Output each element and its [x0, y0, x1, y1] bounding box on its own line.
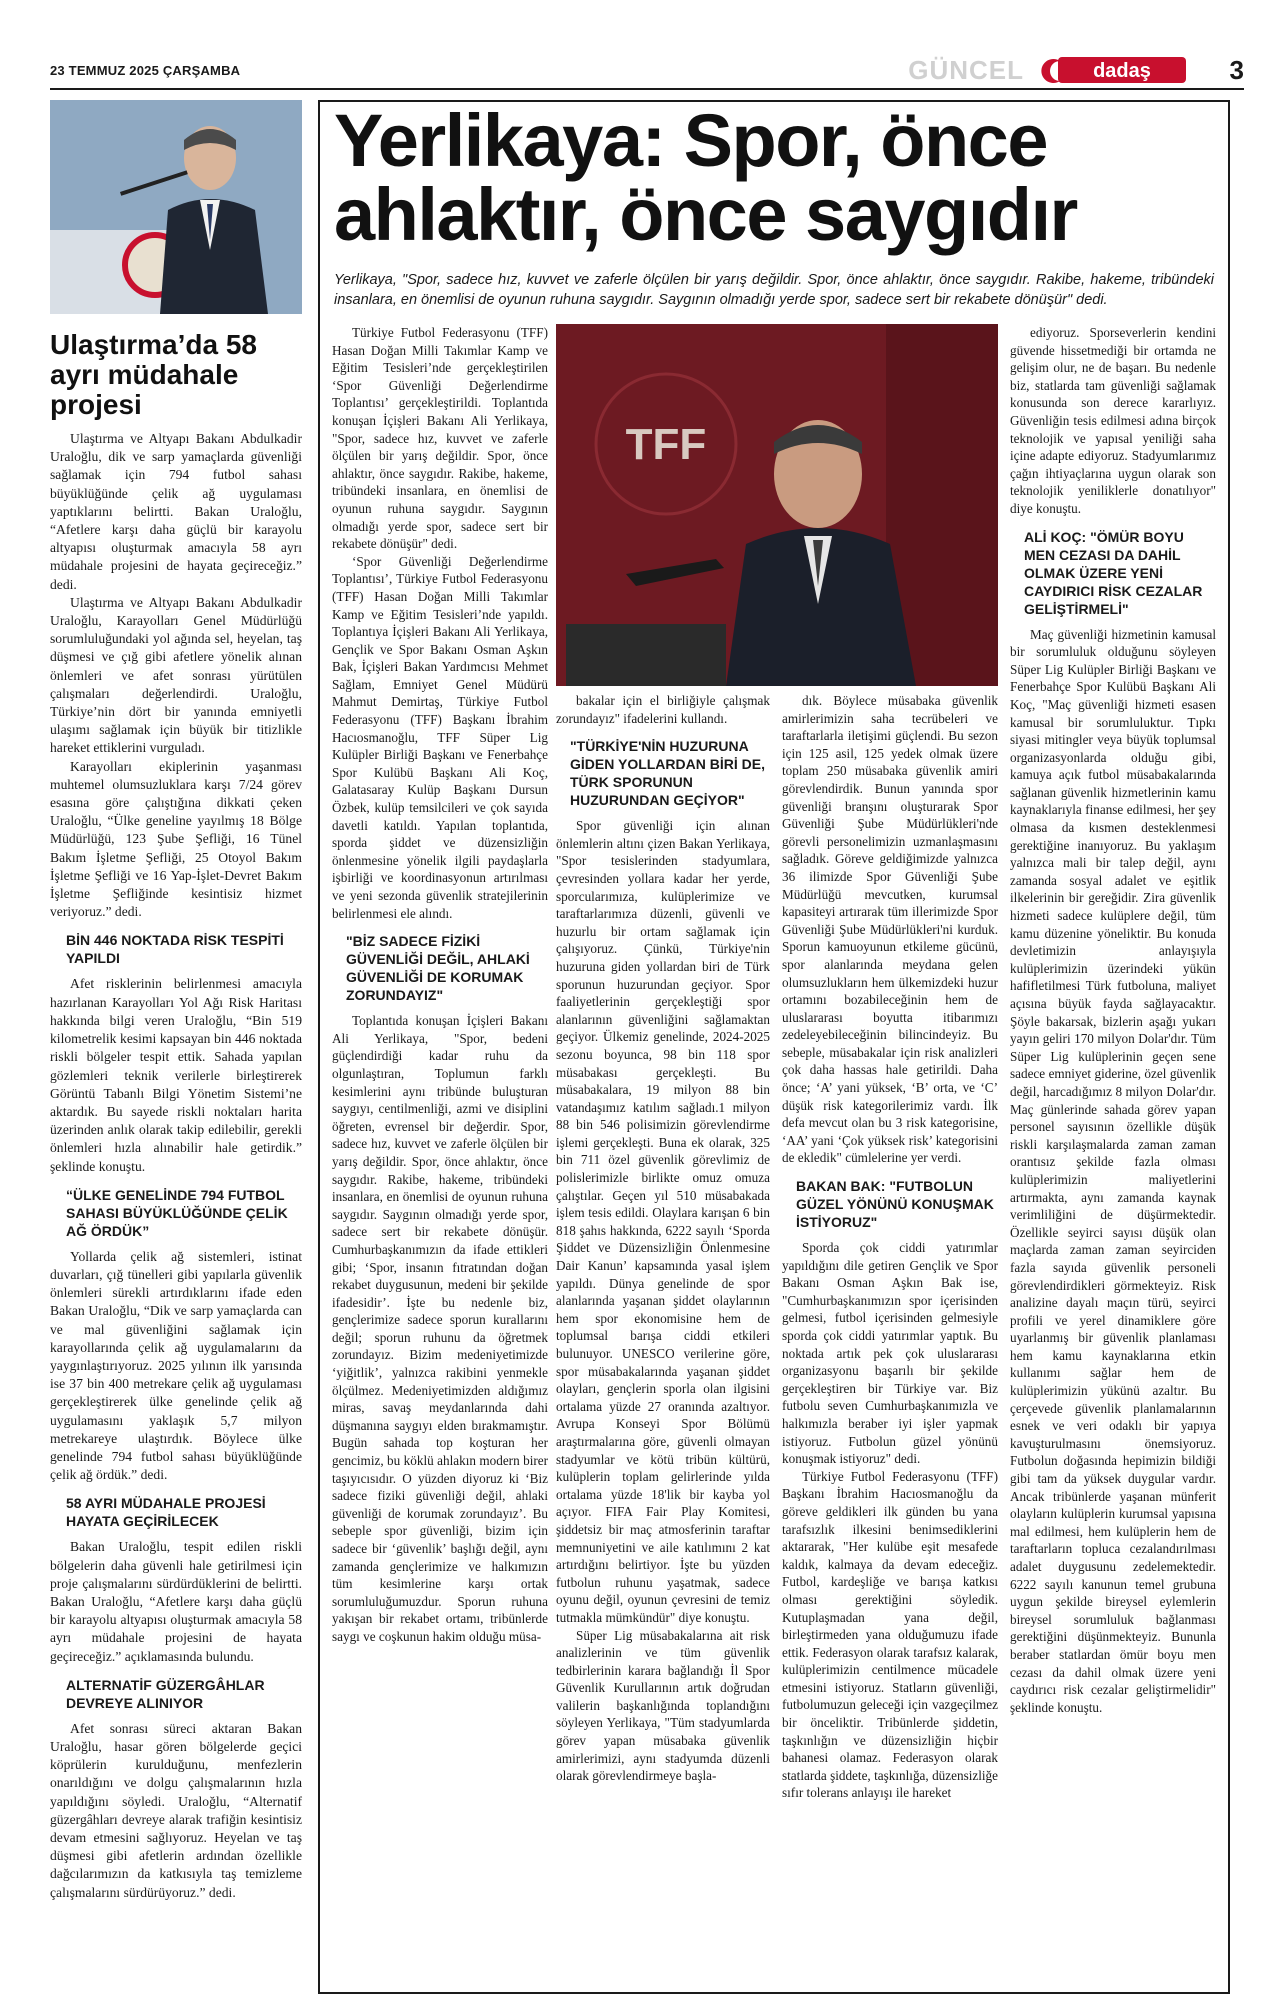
paragraph: Ulaştırma ve Altyapı Bakanı Abdulkadir Uraloğlu, dik ve sarp yamaçlarda güvenliği sağlamak için 794 futbol sahası büyüklüğünde çelik ağ uygulaması yaptıklarını belirtti. Bakan Uraloğlu, “Afetlere karşı daha güçlü bir karayolu altyapısı oluşturmak amacıyla 58 ayrı müdahale projesini de hayata geçireceğiz.” dedi.: [50, 431, 302, 592]
page-number: 3: [1229, 55, 1244, 85]
paragraph: Süper Lig müsabakalarına ait risk analizlerinin ve tüm güvenlik tedbirlerinin karara bağlandığı İl Spor Güvenlik Kurullarının artık doğrudan valilerin başkanlığında toplandığını söyleyen Yerlikaya, "Tüm stadyumlarda görev yapan müsabaka güvenlik amirlerimizi, aynı stadyumda düzenli olarak görevlendirmeye başla-: [556, 1627, 770, 1784]
column-2: [556, 692, 770, 1785]
page-header: [50, 55, 1244, 85]
subheading: "BİZ SADECE FİZİKİ GÜVENLİĞİ DEĞİL, AHLAKİ GÜVENLİĞİ DE KORUMAK ZORUNDAYIZ": [346, 933, 530, 1004]
paragraph: Yollarda çelik ağ sistemleri, istinat duvarları, çığ tünelleri gibi yapılarla güvenlik önlemleri sürekli artırdıklarını ifade eden Bakan Uraloğlu, “Dik ve sarp yamaçlarda can ve mal güvenliğini sağlamak için karayollarında çelik ağ uygulamalarını da yaygınlaştırıyoruz. 2025 yılının ilk yarısında ise 37 bin 400 metrekare çelik ağ uygulaması gerçekleştirerek ülke genelinde çelik ağ uygulamasını yaklaşık 5,7 milyon metrekareye ulaştırdık. Böylece ülke genelinde 794 futbol sahası büyüklüğünde çelik ağ ördük.” dedi.: [50, 1248, 302, 1483]
paragraph: Ulaştırma ve Altyapı Bakanı Abdulkadir Uraloğlu, Karayolları Genel Müdürlüğü sorumluluğundaki yol ağında sel, heyelan, taş düşmesi ve çığ gibi afetlere yönelik alınan önlemleri ve afet sonrası yürütülen çalışmaları değerlendirdi. Uraloğlu, Türkiye’nin dört bir yanında emniyetli ulaşımı sağlamak için büyük bir titizlikle hareket ettiklerini vurguladı.: [50, 594, 302, 756]
subheading: ALTERNATİF GÜZERGÂHLAR DEVREYE ALINIYOR: [66, 1676, 265, 1711]
speaker-photo: [556, 324, 998, 686]
paragraph: ediyoruz. Sporseverlerin kendini güvende hissetmediği bir ortamda ne gelişim olur, ne de başarı. Bu nedenle biz, statlarda tam güvenliği sağlamak konusunda son derece kararlıyız. Güvenliğin tesis edilmesi adına birçok teknolojik ve yapısal yeniliği saha içine adapte ediyoruz. Stadyumlarımız çağın ihtiyaçlarına uygun olarak son teknolojik yeniliklerle donatılıyor" diye konuştu.: [1010, 325, 1216, 516]
paragraph: Karayolları ekiplerinin yaşanması muhtemel olumsuzluklara karşı 7/24 görev esasına göre çalıştığına dikkati çeken Uraloğlu, “Ülke geneline yayılmış 18 Bölge Müdürlüğü, 123 Şube Şefliği, 16 Tünel Bakım İşletme Şefliği, 25 Otoyol Bakım İşletme Şefliği ve 16 Yap-İşlet-Devret Bakım İşletme Şefliğinde kesintisiz hizmet veriyoruz.” dedi.: [50, 758, 302, 920]
column-1: [332, 324, 548, 1646]
section-label: GÜNCEL: [908, 55, 1024, 85]
subheading: BAKAN BAK: "FUTBOLUN GÜZEL YÖNÜNÜ KONUŞMAK İSTİYORUZ": [796, 1178, 994, 1231]
main-article: [318, 100, 1230, 1994]
paragraph: Spor güvenliği için alınan önlemlerin altını çizen Bakan Yerlikaya, "Spor tesislerinden stadyumlara, çevresinden yollara kadar her yerde, sporcularımıza, kulüplerimize ve taraftarlarımıza düzenli, güvenli ve huzurlu bir ortam sağlamak için çalışıyoruz. Çünkü, Türkiye'nin huzuruna giden yollardan biri de Türk sporunun huzurundan geçiyor. Spor faaliyetlerinin gerçekleştiği spor alanlarının güvenliğini sağlamaktan geçiyor. Ülkemiz genelinde, 2024-2025 sezonu boyunca, 98 bin 118 spor müsabakası gerçekleşti. Bu müsabakalara, 19 milyon 88 bin vatandaşımız katılım sağladı.1 milyon 88 bin 546 polisimizin görevlendirme işlemi gerçekleşti. Buna ek olarak, 325 bin 711 özel güvenlik görevlimiz de polislerimizle birlikte omuz omuza çalıştılar. Geçen yıl 510 müsabakada işlem tesis edildi. Olaylara karışan 6 bin 818 şahıs hakkında, 6222 sayılı ‘Sporda Şiddet ve Düzensizliğin Önlenmesine Dair Kanun’ kapsamında yasal işlem yapıldı. Dünya genelinde de spor alanlarında yaşanan şiddet olaylarının hem spor ekonomisine hem de toplumsal barışa ciddi etkileri bulunuyor. UNESCO verilerine göre, spor müsabakalarında yaşanan şiddet olayları, gençlerin sporla olan ilgisini ortalama yüzde 27 oranında azaltıyor. Avrupa Konseyi Spor Bölümü araştırmalarına göre, güvenli olmayan stadyumlar ve kötü tribün kültürü, kulüplerin toplam gelirlerinde yılda ortalama yüzde 18'lik bir kayba yol açıyor. FIFA Fair Play Komitesi, şiddetsiz bir maç atmosferinin taraftar memnuniyetini ve aile katılımını 2 kat artırdığını belirtiyor. İşte bu yüzden futbolun ruhunu yaşatmak, sadece oyunu değil, oyunun çevresini de temiz tutmakla mümkündür" diye konuştu.: [556, 818, 770, 1625]
paragraph: Bakan Uraloğlu, tespit edilen riskli bölgelerin daha güvenli hale getirilmesi için proje çalışmalarını sürdürdüklerini de belirtti. Bakan Uraloğlu, “Afetlere karşı daha güçlü bir karayolu altyapısı oluşturmak amacıyla 58 ayrı müdahale projesini de hayata geçireceğiz.” açıklamasında bulundu.: [50, 1539, 302, 1664]
minister-photo: [50, 100, 302, 314]
paragraph: bakalar için el birliğiyle çalışmak zorundayız" ifadelerini kullandı.: [556, 693, 770, 726]
paragraph: Maç güvenliği hizmetinin kamusal bir sorumluluk olduğunu söyleyen Süper Lig Kulüpler Birliği Başkanı ve Fenerbahçe Spor Kulübü Başkanı Ali Koç, "Maç güvenliği hizmeti esasen kamusal bir sorumluluktur. Tıpkı siyasi mitingler veya büyük toplumsal organizasyonlarda olduğu gibi, kamuya açık futbol müsabakalarında sağlanan güvenlik hizmetlerinin kamu kaynaklarıyla finanse edilmesi, her şey olmasa da kısmen desteklenmesi gerektiğine inanıyoruz. Bu yaklaşım yalnızca mali bir talep değil, aynı zamanda sosyal adalet ve eşitlik ilkelerinin bir gereğidir. Zira güvenlik hizmeti sadece kulüplere değil, tüm kamu düzenine yöneliktir. Bu konuda devletimizin anlayışıyla kulüplerimizin üzerindeki yükün hafifletilmesi Türk futboluna, maliyet açısına büyük fayda sağlayacaktır. Şöyle bakarsak, bizlerin aşağı yukarı yayın geliri 170 milyon Dolar'dır. Tüm Süper Lig kulüplerinin geçen sene sadece emniyet giderine, özel güvenlik değil, harcadığımız 8 milyon Dolar'dır. Maç günlerinde sahada görev yapan personel sayısının özellikle düşük riskli karşılaşmalarda zaman zaman orantısız şekilde fazla olması kulüplerimizin maliyetlerini artırmakta, aynı zamanda kaynak verimliliğini de düşürmektedir. Özellikle seyirci sayısı düşük olan maçlarda zaman zaman seyirciden fazla sayıda güvenlik personeli görevlendirdikleri görmekteyiz. Risk analizine dayalı maçın türü, seyirci profili ve yerel dinamiklere göre uyarlanmış bir güvenlik planlaması hem kamu kaynaklarına etkin kullanımı sağlar hem de kulüplerimizin yükünü azaltır. Bu çerçevede güvenlik planlamalarının esnek ve veri odaklı bir yapıya kavuşturulmasını önemsiyoruz. Futbolun doğasında hepimizin bildiği gibi tam da yüksek duygular vardır. Ancak tribünlerde yaşanan münferit olayların kulüplerin kurumsal yapısına mal edilmesi, hem kulüplerin hem de taraftarların topluca cezalandırılması adalet duygusunu zedelemektedir. 6222 sayılı kanunun temel grubuna uygun şekilde bireysel eylemlerin bireysel sorumluluk bağlanması gerektiğini düşünmekteyiz. Bununla beraber statlardan ömür boyu men cezası da dahil olmak üzere yeni caydırıcı risk cezalar geliştirmelidir" şeklinde konuştu.: [1010, 626, 1216, 1715]
subheading: "TÜRKİYE'NİN HUZURUNA GİDEN YOLLARDAN BİRİ DE, TÜRK SPORUNUN HUZURUNDAN GEÇİYOR": [570, 738, 765, 809]
subheading: “ÜLKE GENELİNDE 794 FUTBOL SAHASI BÜYÜKLÜĞÜNDE ÇELİK AĞ ÖRDÜK”: [66, 1186, 288, 1239]
paragraph: dık. Böylece müsabaka güvenlik amirlerimizin saha tecrübeleri ve taraftarlarla iletişimi güçlendi. Bu sezon için 125 asil, 125 yedek olmak üzere toplam 250 müsabaka güvenlik amiri görevlendirdik. Bunun yanında spor güvenliği branşını oluşturarak Spor Güvenliği Şube Müdürlükleri'nde görevli personelimizin uzmanlaşmasını sağladık. Göreve geldiğimizde yalnızca 36 ilimizde Spor Güvenliği Şube Müdürlüğü mevcutken, kurumsal kapasiteyi artırarak tüm illerimizde Spor Güvenliği Şube Müdürlükleri'ni kurduk. Sporun kamuoyunun etkileme gücünü, spor alanlarında meydana gelen olumsuzlukların hem ülkemizdeki huzur ortamını bozabileceğinin hem de uluslararası boyutta itibarımızı zedeleyebileceğinin bilincindeyiz. Bu sebeple, müsabakalar için risk analizleri çok daha hassas hale getirildi. Daha önce; ‘A’ yani yüksek, ‘B’ orta, ve ‘C’ düşük risk kategorilerimiz vardı. İlk defa mevcut olan bu 3 risk kategorisine, ‘AA’ yani ‘Çok yüksek risk’ kategorisini de ekledik" cümlelerine yer verdi.: [782, 693, 998, 1166]
left-article: [50, 100, 302, 1902]
subheading: ALİ KOÇ: "ÖMÜR BOYU MEN CEZASI DA DAHİL OLMAK ÜZERE YENİ CAYDIRICI RİSK CEZALAR GELİŞTİRMELİ": [1024, 528, 1203, 617]
svg-text:TFF: TFF: [625, 420, 707, 469]
dadas-logo: [1040, 55, 1188, 89]
paragraph: Türkiye Futbol Federasyonu (TFF) Başkanı İbrahim Hacıosmanoğlu da göreve geldikleri ilk günden bu yana tarafsızlık ilkesini benimsediklerini aktararak, "Her kulübe eşit mesafede kaldık, kalmaya da devam edeceğiz. Futbol, kardeşliğe ve barışa katkısı olması gerektiğini söyledik. Kutuplaşmadan yana değil, birleştirmeden yana olduğumuzu ifade ettik. Federasyon olarak tarafsız kalarak, kulüplerimizin centilmence mücadele etmesini istiyoruz. Statların güvenliği, futbolumuzun geleceği için vazgeçilmez bir önceliktir. Tribünlerde şiddetin, taşkınlığın ve düzensizliğin hiçbir bahanesi olamaz. Federasyon olarak statlarda şiddete, taşkınlığa, düzensizliğe sıfır tolerans anlayışı ile hareket: [782, 1468, 998, 1801]
paragraph: Toplantıda konuşan İçişleri Bakanı Ali Yerlikaya, "Spor, bedeni güçlendirdiği kadar ruhu da olgunlaştıran, Toplumun farklı kesimlerini aynı tribünde buluşturan saygıyı, centilmenliği, azmi ve disiplini öğreten, evrensel bir değerdir. Spor, sadece hız, kuvvet ve zaferle ölçülen bir yarış değildir. Spor, önce ahlaktır, önce saygıdır. Rakibe, hakeme, tribündeki insanlara, en önemlisi de oyunun ruhuna saygıdır. Saygının olmadığı yerde spor, sadece sert bir rekabete dönüşür. Cumhurbaşkanımızın da ifade ettikleri gibi; ‘Spor, insanın fıtratından doğan rekabet duygusunun, medeni bir şekilde ifadesidir’. İşte bu nedenle biz, gençlerimize sadece sporun kurallarını değil; sporun ruhunu da öğretmek zorundayız. Bizim medeniyetimizde ‘yiğitlik’, yalnızca rakibini yenmekle ölçülmez. Medeniyetimizden aldığımız miras, savaş meydanlarında dahi düşmanına saygıyı elden bırakmamıştır. Bugün sahada top koşturan her gencimiz, bu köklü ahlakın modern birer taşıyıcısıdır. O yüzden diyoruz ki ‘Biz sadece fiziki güvenliği değil, ahlaki güvenliği de korumak zorundayız’. Bu sebeple spor güvenliği, bizim için sadece bir ‘güvenlik’ başlığı değil, aynı zamanda gençlerimize ve halkımızın tüm kesimlerine karşı ortak sorumluluğumuzdur. Sporun ruhuna yakışan bir rekabet ortamı, tribünlerde saygı ve coşkunun hakim olduğu müsa-: [332, 1013, 548, 1644]
main-headline: Yerlikaya: Spor, önce ahlaktır, önce saygıdır: [334, 99, 1077, 256]
paragraph: Türkiye Futbol Federasyonu (TFF) Hasan Doğan Milli Takımlar Kamp ve Eğitim Tesisleri’nde gerçekleştirilen ‘Spor Güvenliği Değerlendirme Toplantısı’ gerçekleştirildi. Toplantıda konuşan İçişleri Bakanı Ali Yerlikaya, "Spor, sadece hız, kuvvet ve zaferle ölçülen bir yarış değildir. Spor, önce ahlaktır, önce saygıdır. Rakibe, hakeme, tribündeki insanlara, en önemlisi de oyunun ruhuna saygıdır. Saygının olmadığı yerde spor, sadece sert bir rekabete dönüşür" dedi.: [332, 325, 548, 552]
header-rule: [50, 88, 1244, 90]
paragraph: ‘Spor Güvenliği Değerlendirme Toplantısı’, Türkiye Futbol Federasyonu (TFF) Hasan Doğan Milli Takımlar Kamp ve Eğitim Tesisleri’nde yapıldı. Toplantıya İçişleri Bakanı Ali Yerlikaya, Gençlik ve Spor Bakanı Osman Aşkın Bak, İçişleri Bakan Yardımcısı Mehmet Sağlam, Emniyet Genel Müdürü Mahmut Demirtaş, Türkiye Futbol Federasyonu (TFF) Başkanı İbrahim Hacıosmanoğlu, TFF Süper Lig Kulüpler Birliği Başkanı ve Fenerbahçe Spor Kulübü Başkanı Ali Koç, Galatasaray Kulüp Başkanı Dursun Özbek, kulüp temsilcileri ve çok sayıda davetli katıldı. Yapılan toplantıda, sporda şiddet ve düzensizliğin önlenmesine yönelik ilgili paydaşlarla işbirliği ve koordinasyonun artırılması ve yeni sezonda güvenlik stratejilerinin belirlenmesi ele alındı.: [332, 553, 548, 921]
column-4: [1010, 324, 1216, 1716]
issue-date: 23 TEMMUZ 2025 ÇARŞAMBA: [50, 63, 241, 78]
paragraph: Afet sonrası süreci aktaran Bakan Uraloğlu, hasar gören bölgelerde geçici köprülerin kurulduğunu, menfezlerin onarıldığını ve dolgu çalışmalarının hızla yapıldığını söyledi. Uraloğlu, “Alternatif güzergâhları devreye alarak trafiğin kesintisiz devam etmesini sağlıyoruz. Heyelan ve taş düşmesi gibi afetlerin ardından özellikle dağcılarımızın da katkısıyla taş temizleme çalışmalarını sürdürüyoruz.” dedi.: [50, 1720, 302, 1900]
paragraph: Afet risklerinin belirlenmesi amacıyla hazırlanan Karayolları Yol Ağı Risk Haritası hakkında bilgi veren Uraloğlu, “Bin 519 kilometrelik kesimi kapsayan bin 446 noktada riskli bölgeler tespit ettik. Sahada yapılan gözlemleri teknik verilerle birleştirerek Görüntü Tabanlı Bilgi Yönetim Sistemi’ne aktardık. Bu sayede riskli noktaları harita üzerinden anlık olarak takip edilebilir, gerekli önlemleri hızla alınabilir hale getirdik.” şeklinde konuştu.: [50, 976, 302, 1174]
left-article-title: Ulaştırma’da 58 ayrı müdahale projesi: [50, 329, 257, 420]
subheading: 58 AYRI MÜDAHALE PROJESİ HAYATA GEÇİRİLECEK: [66, 1495, 266, 1530]
column-3: [782, 692, 998, 1802]
article-spot: Yerlikaya, "Spor, sadece hız, kuvvet ve zaferle ölçülen bir yarış değildir. Spor, önce ahlaktır, önce saygıdır. Rakibe, hakeme, tribündeki insanlara, en önemlisi de oyunun ruhuna saygıdır. Saygının olmadığı yerde spor, sadece sert bir rekabete dönüşür" dedi.: [334, 272, 1214, 308]
svg-text:dadaş: dadaş: [1093, 60, 1151, 82]
paragraph: Sporda çok ciddi yatırımlar yapıldığını dile getiren Gençlik ve Spor Bakanı Osman Aşkın Bak ise, "Cumhurbaşkanımızın spor içerisinden gelmesi, futbol içerisinden gelmesiyle sporda çok ciddi yatırımlar yaptık. Bu noktada artık pek çok uluslararası organizasyonu başarılı bir şekilde gerçekleştiren bir Türkiye var. Biz futbolu seven Cumhurbaşkanımızla ve halkımızla beraber iyi işler yapmak istiyoruz. Futbolun güzel yönünü konuşmak istiyoruz" dedi.: [782, 1240, 998, 1467]
subheading: BİN 446 NOKTADA RİSK TESPİTİ YAPILDI: [66, 932, 284, 967]
